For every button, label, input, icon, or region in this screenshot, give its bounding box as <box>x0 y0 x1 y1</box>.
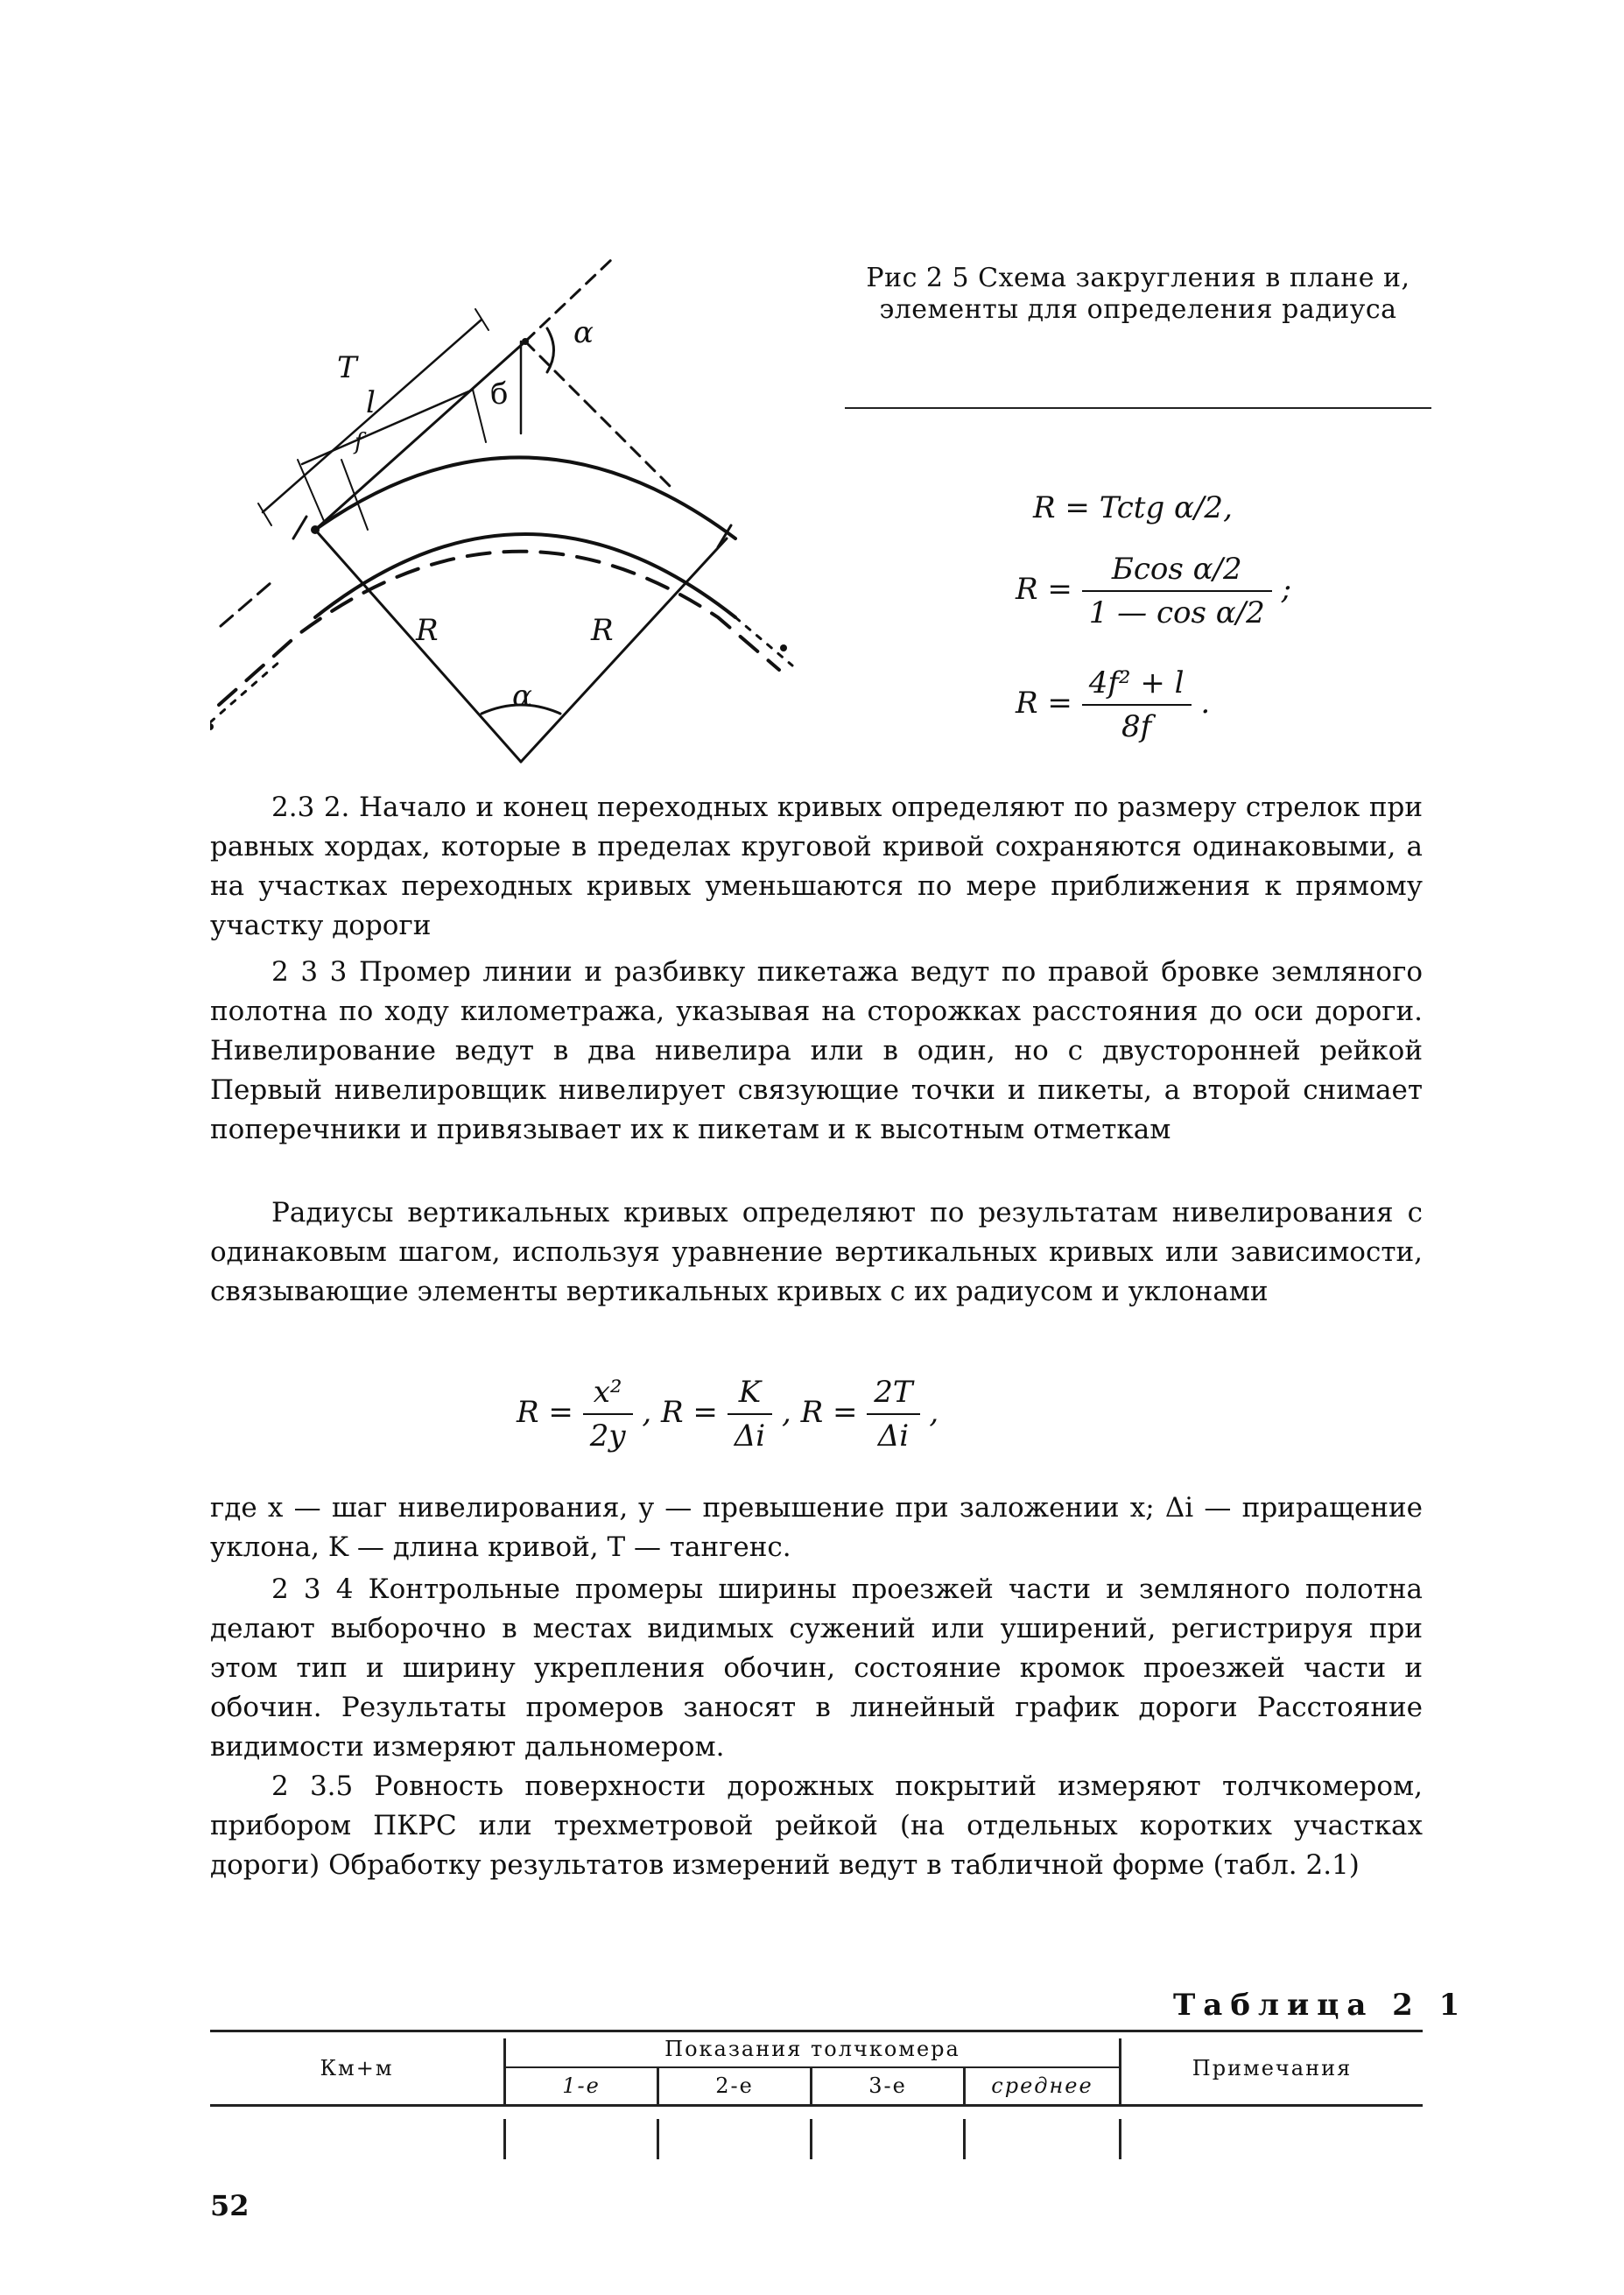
col-header-notes: Примечания <box>1192 2056 1353 2080</box>
formula-c-numerator: 2T <box>874 1375 913 1410</box>
formula-a-lhs: R = <box>517 1395 573 1430</box>
paragraph-2-3-5: 2 3.5 Ровность поверхности дорожных покрытий измеряют толчкомером, прибором ПКРС или трехметровой рейкой (на отдельных коротких участках дороги) Обработку результатов измерений ведут в табличной форме (табл. 2.1) <box>210 1771 1423 1881</box>
formula-b-denominator: Δi <box>728 1413 772 1454</box>
l-end-2 <box>473 390 486 442</box>
formula-c-denominator: Δi <box>867 1413 919 1454</box>
formula-2-fraction <box>1082 552 1272 630</box>
formula-2 <box>1016 552 1291 630</box>
formula-vertical-curves <box>517 1375 939 1454</box>
table-body-vline-3 <box>810 2119 812 2159</box>
end-mark-left <box>293 517 306 539</box>
label-b: б <box>490 377 509 412</box>
col-header-3: 3-е <box>868 2073 907 2098</box>
table-body-vline-2 <box>657 2119 659 2159</box>
formula-b-numerator: K <box>738 1375 762 1410</box>
formula-2-end: ; <box>1281 572 1292 607</box>
formula-b-lhs: , R = <box>642 1395 718 1430</box>
formula-c-lhs: , R = <box>781 1395 858 1430</box>
road-edge-left-inner <box>210 661 280 722</box>
formula-2-numerator: Бcos α/2 <box>1111 552 1242 587</box>
tangent-line-right <box>525 341 587 403</box>
caption-divider <box>845 407 1431 409</box>
formula-3-end: . <box>1200 686 1211 721</box>
l-dimension <box>302 390 473 464</box>
roughness-table <box>210 2030 1423 2161</box>
paragraph-where: где x — шаг нивелирования, y — превышение при заложении x; Δi — приращение уклона, K — длина кривой, T — тангенс. <box>210 1492 1423 1563</box>
road-edge-left-outer <box>221 582 271 626</box>
col-header-1: 1-е <box>562 2073 601 2098</box>
paragraph-radius: Радиусы вертикальных кривых определяют по результатам нивелирования с одинаковым шагом, используя уравнение вертикальных кривых или зависимости, связывающие элементы вертикальных кривых с их радиусом и уклонами <box>210 1197 1423 1307</box>
inner-curve <box>315 534 735 617</box>
formula-a-numerator: x² <box>593 1375 622 1410</box>
table-title: Таблица 2 1 <box>1173 1988 1468 2023</box>
formula-a-denominator: 2y <box>583 1413 633 1454</box>
formula-a-fraction <box>583 1375 633 1454</box>
formula-3 <box>1016 665 1210 744</box>
table-header-rule <box>210 2104 1423 2107</box>
label-alpha-bottom: α <box>512 679 532 714</box>
formula-b-fraction <box>728 1375 772 1454</box>
col-header-km: Км+м <box>320 2056 394 2080</box>
col-header-2: 2-е <box>715 2073 754 2098</box>
label-t: T <box>337 350 357 385</box>
formula-3-fraction <box>1082 665 1192 744</box>
f-arrow <box>341 460 368 530</box>
table-body-vline-4 <box>963 2119 966 2159</box>
label-alpha-top: α <box>573 315 594 350</box>
label-r-right: R <box>591 613 614 648</box>
table-top-rule <box>210 2030 1423 2032</box>
formula-c-fraction <box>867 1375 919 1454</box>
table-body-vline-5 <box>1119 2119 1121 2159</box>
formula-2-lhs: R = <box>1016 572 1072 607</box>
table-body-vline-1 <box>503 2119 506 2159</box>
formula-3-lhs: R = <box>1016 686 1072 721</box>
paragraph-2-3-2: 2.3 2. Начало и конец переходных кривых определяют по размеру стрелок при равных хордах, которые в пределах круговой кривой сохраняются одинаковыми, а на участках переходных кривых уменьшаются по мере приближения к прямому участку дороги <box>210 792 1423 941</box>
label-l: l <box>366 385 376 420</box>
page-number: 52 <box>210 2189 250 2222</box>
paragraph-2-3-3: 2 3 3 Промер линии и разбивку пикетажа ведут по правой бровке земляного полотна по ходу километража, указывая на сторожках расстояния до оси дороги. Нивелирование ведут в два нивелира или в один, но с двусторонней рейкой Первый нивелировщик нивелирует связующие точки и пикеты, а второй снимает поперечники и привязывает их к пикетам и к высотным отметкам <box>210 956 1423 1145</box>
outer-curve <box>315 457 735 539</box>
col-header-average: среднее <box>991 2073 1093 2098</box>
formula-3-denominator: 8f <box>1082 704 1192 744</box>
t-tick-2 <box>475 309 489 330</box>
formula-end: , <box>929 1395 939 1430</box>
formula-3-numerator: 4f² + l <box>1088 665 1185 700</box>
tangent-extension-top <box>525 258 613 341</box>
label-f: f <box>355 429 363 455</box>
col-header-group: Показания толчкомера <box>664 2037 960 2061</box>
label-r-left: R <box>416 613 439 648</box>
radius-right <box>521 539 727 762</box>
figure-caption: Рис 2 5 Схема закругления в плане и, элементы для определения радиуса <box>866 263 1410 325</box>
formula-2-denominator: 1 — cos α/2 <box>1082 590 1272 630</box>
formula-1: R = Tctg α/2, <box>1033 490 1233 525</box>
paragraph-2-3-4: 2 3 4 Контрольные промеры ширины проезжей части и земляного полотна делают выборочно в местах видимых сужений или уширений, регистрируя при этом тип и ширину укрепления обочин, состояние кромок проезжей части и обочин. Результаты промеров заносят в линейный график дороги Расстояние видимости измеряют дальномером. <box>210 1573 1423 1763</box>
